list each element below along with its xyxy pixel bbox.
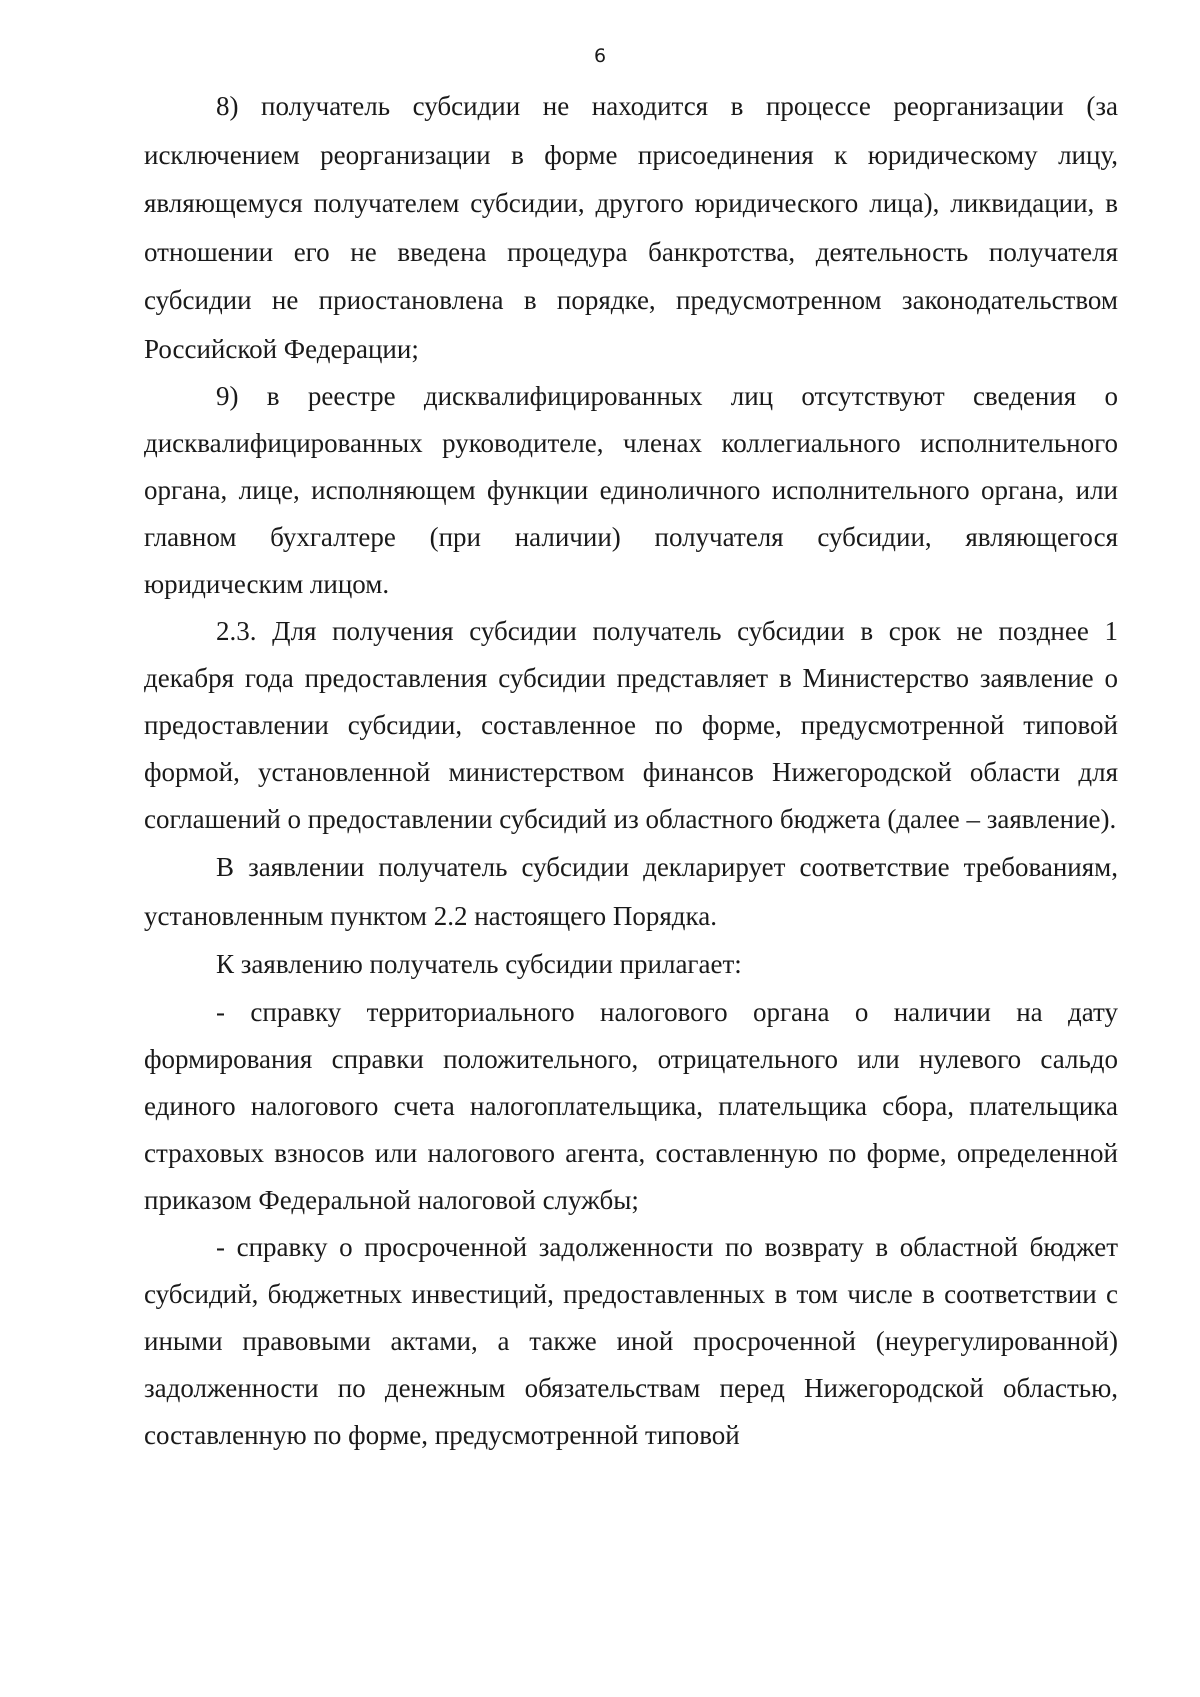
paragraph-item-9: 9) в реестре дисквалифицированных лиц отсутствуют сведения о дисквалифицированных руководителе, членах коллегиального исполнительного органа, лице, исполняющем функции единоличного исполнительного органа, или главном бухгалтере (при наличии) получателя субсидии, являющегося юридическим лицом. bbox=[144, 381, 1118, 599]
paragraph-declaration: В заявлении получатель субсидии декларирует соответствие требованиям, установленным пунктом 2.2 настоящего Порядка. bbox=[144, 852, 1118, 931]
paragraph-attachments-intro: К заявлению получатель субсидии прилагает: bbox=[216, 949, 742, 979]
paragraph-debt-certificate: - справку о просроченной задолженности по возврату в областной бюджет субсидий, бюджетных инвестиций, предоставленных в том числе в соответствии с иными правовыми актами, а также иной просроченной (неурегулированной) задолженности по денежным обязательствам перед Нижегородской областью, составленную по форме, предусмотренной типовой bbox=[144, 1231, 1118, 1450]
paragraph-tax-certificate: - справку территориального налогового органа о наличии на дату формирования справки положительного, отрицательного или нулевого сальдо единого налогового счета налогоплательщика, плательщика сбора, плательщика страховых взносов или налогового агента, составленную по форме, определенной приказом Федеральной налоговой службы; bbox=[144, 996, 1118, 1215]
paragraph-item-8: 8) получатель субсидии не находится в процессе реорганизации (за исключением реорганизации в форме присоединения к юридическому лицу, являющемуся получателем субсидии, другого юридического лица), ликвидации, в отношении его не введена процедура банкротства, деятельность получателя субсидии не приостановлена в порядке, предусмотренном законодательством Российской Федерации; bbox=[144, 91, 1118, 364]
page-number: 6 bbox=[593, 45, 607, 67]
paragraph-section-2-3: 2.3. Для получения субсидии получатель субсидии в срок не позднее 1 декабря года предоставления субсидии представляет в Министерство заявление о предоставлении субсидии, составленное по форме, предусмотренной типовой формой, установленной министерством финансов Нижегородской области для соглашений о предоставлении субсидий из областного бюджета (далее – заявление). bbox=[144, 616, 1118, 834]
document-body bbox=[144, 82, 1118, 1459]
